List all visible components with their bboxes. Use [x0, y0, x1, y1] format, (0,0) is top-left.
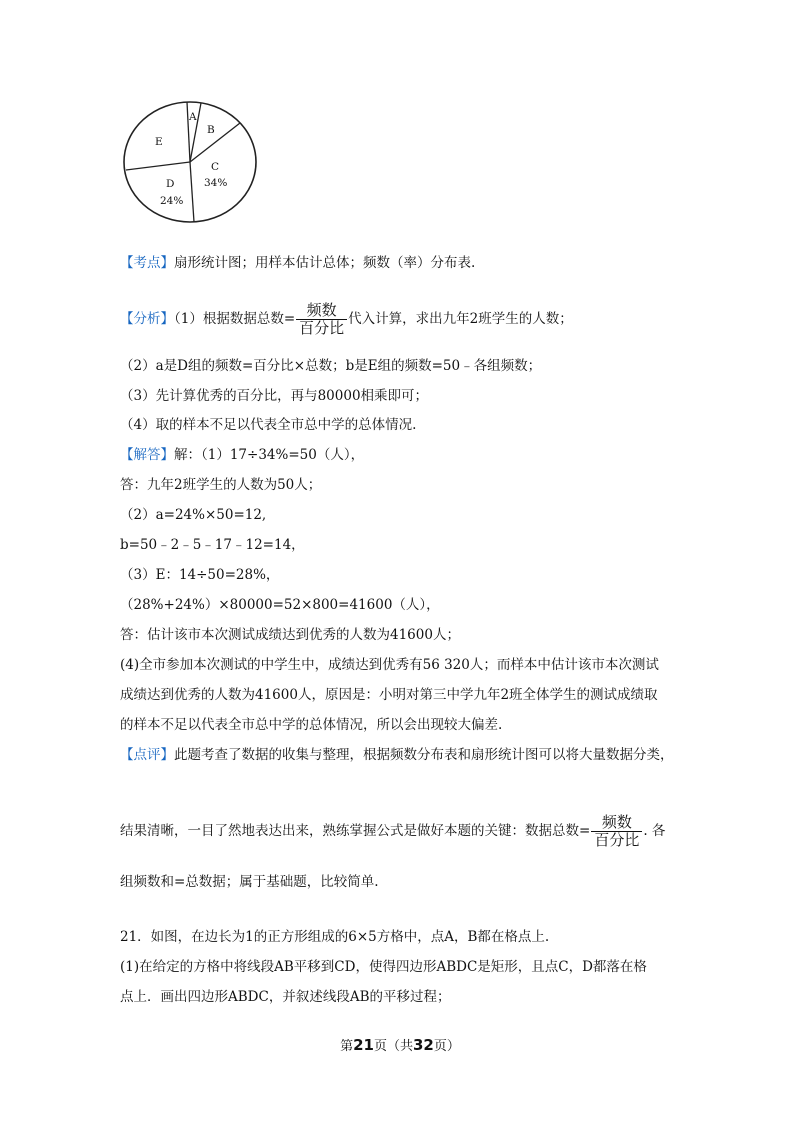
fenxi-line-4: （4）取的样本不足以代表全市总中学的总体情况.	[120, 417, 417, 433]
kaodian-text: 扇形统计图；用样本估计总体；频数（率）分布表.	[174, 255, 476, 271]
dianping-frac-numerator: 频数	[591, 814, 642, 832]
dianping-line-1	[120, 745, 674, 765]
pie-divider-b-c	[190, 123, 240, 162]
jieda-line-9: 成绩达到优秀的人数为41600人，原因是：小明对第三中学九年2班全体学生的测试成绩取	[120, 687, 658, 703]
fenxi-post: 代入计算，求出九年2班学生的人数；	[348, 311, 573, 327]
jieda-line-4: b=50﹣2﹣5﹣17﹣12=14，	[120, 537, 305, 553]
fenxi-line-2: （2）a是D组的频数=百分比×总数；b是E组的频数=50﹣各组频数；	[120, 358, 542, 374]
dianping-fraction	[591, 814, 642, 849]
dianping-text-1: 此题考查了数据的收集与整理，根据频数分布表和扇形统计图可以将大量数据分类，	[174, 747, 674, 763]
jieda-text-1: 解：（1）17÷34%=50（人），	[174, 447, 365, 463]
fenxi-line-1	[120, 300, 573, 338]
pie-label-b: B	[207, 124, 215, 136]
pie-label-c: C	[211, 161, 220, 173]
pie-divider-c-d	[190, 162, 194, 222]
q21-line-2: (1)在给定的方格中将线段AB平移到CD，使得四边形ABDC是矩形，且点C，D都落在格	[120, 959, 647, 975]
dianping-line-2	[120, 812, 665, 850]
fenxi-line-3: （3）先计算优秀的百分比，再与80000相乘即可；	[120, 388, 429, 404]
jieda-tag: 【解答】	[120, 447, 174, 463]
dianping-text-2-pre: 结果清晰，一目了然地表达出来，熟练掌握公式是做好本题的关键：数据总数=	[120, 823, 591, 839]
fenxi-frac-denominator: 百分比	[299, 319, 345, 337]
pie-label-e: E	[155, 136, 163, 148]
dianping-tag: 【点评】	[120, 747, 174, 763]
pie-label-d: D	[166, 178, 175, 190]
pie-label-c-percent: 34%	[204, 177, 228, 189]
fenxi-tag: 【分析】	[120, 311, 174, 327]
jieda-line-7: 答：估计该市本次测试成绩达到优秀的人数为41600人；	[120, 627, 460, 643]
footer-post: 页）	[433, 1039, 460, 1054]
footer-mid: 页（共	[373, 1039, 413, 1054]
jieda-line-3: （2）a=24%×50=12,	[120, 507, 267, 523]
jieda-line-8: (4)全市参加本次测试的中学生中，成绩达到优秀有56 320人；而样本中估计该市本次测试	[120, 657, 659, 673]
jieda-line-5: （3）E：14÷50=28%，	[120, 567, 280, 583]
page-footer	[0, 1035, 800, 1054]
pie-divider-d-e	[126, 162, 190, 170]
jieda-line-10: 的样本不足以代表全市总中学的总体情况，所以会出现较大偏差.	[120, 717, 503, 733]
kaodian-tag: 【考点】	[120, 255, 174, 271]
q21-line-1: 21．如图，在边长为1的正方形组成的6×5方格中，点A，B都在格点上.	[120, 929, 550, 945]
footer-pre: 第	[340, 1039, 354, 1054]
kaodian-line	[120, 253, 475, 273]
footer-total-pages: 32	[413, 1036, 434, 1054]
jieda-line-1	[120, 445, 364, 465]
dianping-line-3: 组频数和=总数据；属于基础题，比较简单.	[120, 874, 379, 890]
pie-label-d-percent: 24%	[160, 195, 184, 207]
footer-page-number: 21	[353, 1036, 374, 1054]
dianping-frac-denominator: 百分比	[594, 831, 640, 849]
fenxi-fraction	[296, 302, 347, 337]
dianping-text-2-post: . 各	[643, 823, 666, 839]
fenxi-frac-numerator: 频数	[296, 302, 347, 320]
q21-line-3: 点上．画出四边形ABDC，并叙述线段AB的平移过程；	[120, 989, 451, 1005]
pie-chart	[118, 98, 268, 230]
jieda-line-2: 答：九年2班学生的人数为50人；	[120, 477, 322, 493]
fenxi-pre: （1）根据数据总数=	[174, 311, 296, 327]
jieda-line-6: （28%+24%）×80000=52×800=41600（人），	[120, 597, 440, 613]
pie-label-a: A	[189, 111, 197, 123]
